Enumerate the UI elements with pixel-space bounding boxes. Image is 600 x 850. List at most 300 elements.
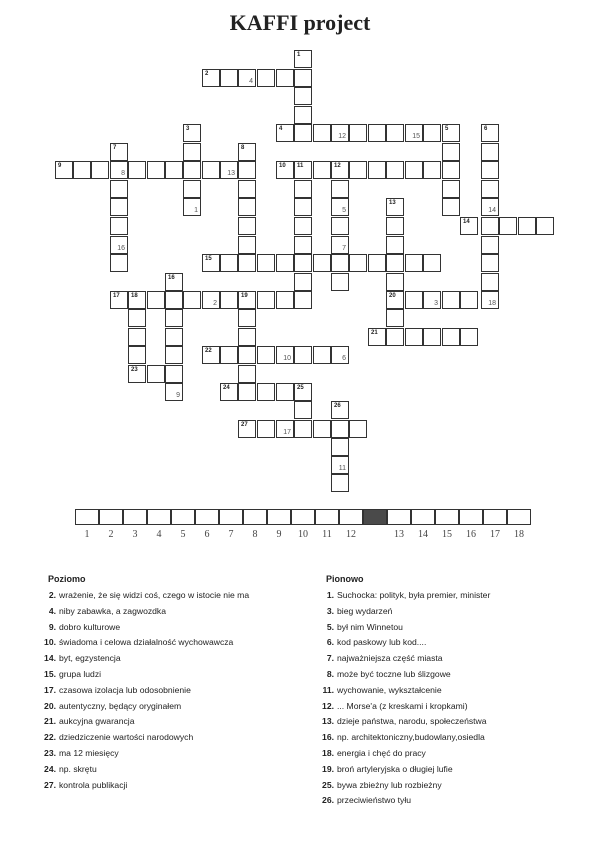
clue-item [308,780,578,796]
clue-text: ma 12 miesięcy [59,747,119,758]
crossword-cell[interactable] [481,124,499,142]
crossword-cell[interactable] [423,254,441,272]
clue-item [308,606,578,622]
clue-number-label: 10. [44,637,56,648]
clue-item [308,653,578,669]
crossword-cell[interactable] [183,180,201,198]
crossword-cell[interactable] [313,161,331,179]
solution-cell[interactable] [291,509,315,525]
crossword-cell[interactable] [128,328,146,346]
clue-number-label: 9. [48,621,56,632]
crossword-cell[interactable] [331,217,349,235]
crossword-cell[interactable] [331,273,349,291]
clue-number-label: 19. [322,763,334,774]
clue-item [30,606,300,622]
clue-item [30,780,300,796]
crossword-cell[interactable] [331,420,349,438]
clue-number-label: 20. [44,700,56,711]
crossword-cell[interactable] [405,254,423,272]
solution-label: 12 [346,529,356,540]
crossword-cell[interactable] [294,69,312,87]
clue-number-label: 13. [322,716,334,727]
crossword-cell[interactable] [481,143,499,161]
solution-index: 8 [121,170,125,177]
crossword-cell[interactable] [294,217,312,235]
crossword-cell[interactable] [294,50,312,68]
solution-cell[interactable] [219,509,243,525]
crossword-cell[interactable] [368,124,386,142]
clue-text: dziedziczenie wartości narodowych [59,732,194,743]
crossword-cell[interactable] [423,161,441,179]
solution-label: 3 [132,529,138,540]
crossword-cell[interactable] [313,124,331,142]
crossword-cell[interactable] [257,254,275,272]
crossword-cell[interactable] [110,254,128,272]
clue-text: może być toczne lub ślizgowe [337,668,451,679]
clue-number-label: 5. [326,621,334,632]
crossword-cell[interactable] [257,420,275,438]
clue-number: 13 [389,200,396,206]
crossword-cell[interactable] [386,291,404,309]
solution-label: 2 [108,529,114,540]
clue-number: 10 [279,163,286,169]
solution-cell[interactable] [411,509,435,525]
solution-cell[interactable] [507,509,531,525]
solution-label: 9 [276,529,282,540]
crossword-cell[interactable] [110,217,128,235]
clue-text: np. architektoniczny,budowlany,osiedla [337,732,485,743]
solution-cell[interactable] [147,509,171,525]
clue-item [30,669,300,685]
solution-label: 10 [298,529,308,540]
clue-text: najważniejsza część miasta [337,653,443,664]
crossword-cell[interactable] [386,273,404,291]
crossword-cell[interactable] [423,124,441,142]
clue-text: bieg wydarzeń [337,605,393,616]
clue-text: świadoma i celowa działalność wychowawcza [59,637,234,648]
crossword-cell[interactable] [386,236,404,254]
crossword-cell[interactable] [331,474,349,492]
crossword-cell[interactable] [481,254,499,272]
crossword-cell[interactable] [536,217,554,235]
clue-text: czasowa izolacja lub odosobnienie [59,684,191,695]
crossword-cell[interactable] [73,161,91,179]
crossword-cell[interactable] [276,69,294,87]
crossword-cell[interactable] [386,161,404,179]
clue-number: 1 [297,52,301,58]
solution-cell[interactable] [267,509,291,525]
crossword-cell[interactable] [313,420,331,438]
crossword-cell[interactable] [460,217,478,235]
crossword-cell[interactable] [405,161,423,179]
solution-index: 6 [342,355,346,362]
solution-label: 7 [228,529,234,540]
across-clues [30,574,300,795]
clue-number-label: 11. [322,684,334,695]
crossword-cell[interactable] [220,69,238,87]
crossword-cell[interactable] [238,309,256,327]
crossword-cell[interactable] [238,236,256,254]
clue-number: 3 [186,126,190,132]
clue-number: 16 [168,275,175,281]
crossword-cell[interactable] [238,328,256,346]
clue-text: aukcyjna gwarancja [59,716,135,727]
crossword-cell[interactable] [442,328,460,346]
clue-number: 6 [484,126,488,132]
solution-cell[interactable] [459,509,483,525]
crossword-cell[interactable] [110,161,128,179]
clue-number: 15 [205,256,212,262]
clue-text: kod paskowy lub kod.... [337,637,427,648]
clue-text: kontrola publikacji [59,779,128,790]
crossword-cell[interactable] [386,328,404,346]
solution-label: 16 [466,529,476,540]
crossword-cell[interactable] [294,273,312,291]
solution-cell[interactable] [387,509,411,525]
crossword-cell[interactable] [331,456,349,474]
crossword-cell[interactable] [220,254,238,272]
clue-text: grupa ludzi [59,668,102,679]
crossword-cell[interactable] [518,217,536,235]
clue-item [308,716,578,732]
clue-number: 11 [297,163,304,169]
solution-label: 8 [252,529,258,540]
crossword-cell[interactable] [238,143,256,161]
crossword-cell[interactable] [110,198,128,216]
crossword-cell[interactable] [368,161,386,179]
clue-number-label: 16. [322,732,334,743]
clue-number-label: 27. [44,779,56,790]
crossword-cell[interactable] [110,143,128,161]
crossword-cell[interactable] [349,161,367,179]
crossword-cell[interactable] [128,365,146,383]
crossword-cell[interactable] [128,309,146,327]
crossword-cell[interactable] [294,87,312,105]
crossword-cell[interactable] [238,291,256,309]
crossword-cell[interactable] [257,383,275,401]
solution-cell[interactable] [99,509,123,525]
crossword-cell[interactable] [202,254,220,272]
crossword-cell[interactable] [386,217,404,235]
clue-number: 18 [131,293,138,299]
crossword-cell[interactable] [294,401,312,419]
solution-cell[interactable] [171,509,195,525]
crossword-cell[interactable] [55,161,73,179]
crossword-cell[interactable] [238,198,256,216]
crossword-cell[interactable] [165,291,183,309]
crossword-cell[interactable] [481,273,499,291]
clue-text: był nim Winnetou [337,621,403,632]
crossword-cell[interactable] [276,161,294,179]
solution-separator [363,509,387,525]
crossword-cell[interactable] [294,291,312,309]
crossword-cell[interactable] [386,254,404,272]
crossword-cell[interactable] [442,124,460,142]
clue-text: wychowanie, wykształcenie [337,684,442,695]
crossword-cell[interactable] [220,346,238,364]
clue-item [30,622,300,638]
crossword-cell[interactable] [481,291,499,309]
crossword-cell[interactable] [147,291,165,309]
clue-number: 21 [371,330,378,336]
crossword-cell[interactable] [165,383,183,401]
crossword-cell[interactable] [238,180,256,198]
crossword-cell[interactable] [368,328,386,346]
clue-item [308,764,578,780]
down-clues [308,574,578,811]
solution-cell[interactable] [195,509,219,525]
crossword-cell[interactable] [238,217,256,235]
solution-cell[interactable] [315,509,339,525]
crossword-cell[interactable] [405,124,423,142]
solution-label: 1 [84,529,90,540]
crossword-cell[interactable] [331,161,349,179]
crossword-cell[interactable] [423,291,441,309]
solution-cell[interactable] [123,509,147,525]
crossword-cell[interactable] [331,180,349,198]
crossword-cell[interactable] [294,106,312,124]
clue-item [30,732,300,748]
crossword-cell[interactable] [405,328,423,346]
clue-number-label: 7. [326,653,334,664]
crossword-cell[interactable] [238,383,256,401]
crossword-cell[interactable] [110,180,128,198]
crossword-cell[interactable] [220,383,238,401]
clue-item [308,795,578,811]
crossword-cell[interactable] [460,291,478,309]
crossword-cell[interactable] [294,198,312,216]
solution-cell[interactable] [243,509,267,525]
clue-number-label: 1. [326,590,334,600]
solution-index: 10 [283,355,291,362]
crossword-cell[interactable] [128,291,146,309]
solution-index: 9 [176,392,180,399]
crossword-cell[interactable] [349,254,367,272]
clue-item [308,732,578,748]
crossword-cell[interactable] [313,346,331,364]
crossword-cell[interactable] [238,69,256,87]
solution-label: 5 [180,529,186,540]
crossword-cell[interactable] [481,217,499,235]
crossword-cell[interactable] [165,273,183,291]
clue-number: 24 [223,385,230,391]
solution-label: 17 [490,529,500,540]
crossword-cell[interactable] [331,401,349,419]
crossword-cell[interactable] [276,254,294,272]
clue-item [30,590,300,606]
solution-label: 13 [394,529,404,540]
clue-number: 26 [334,403,341,409]
solution-cell[interactable] [75,509,99,525]
crossword-cell[interactable] [165,309,183,327]
solution-index: 17 [283,429,291,436]
crossword-cell[interactable] [386,198,404,216]
crossword-cell[interactable] [110,236,128,254]
crossword-cell[interactable] [238,365,256,383]
clue-number: 27 [241,422,248,428]
crossword-cell[interactable] [276,420,294,438]
crossword-cell[interactable] [331,438,349,456]
crossword-cell[interactable] [165,365,183,383]
solution-label: 6 [204,529,210,540]
crossword-cell[interactable] [460,328,478,346]
clue-text: byt, egzystencja [59,653,121,664]
crossword-cell[interactable] [238,254,256,272]
crossword-cell[interactable] [238,346,256,364]
solution-index: 5 [342,207,346,214]
crossword-cell[interactable] [294,180,312,198]
clue-item [30,716,300,732]
crossword-cell[interactable] [276,383,294,401]
crossword-cell[interactable] [183,161,201,179]
clue-number-label: 22. [44,732,56,743]
clue-text: wrażenie, że się widzi coś, czego w istocie nie ma [59,590,250,600]
clue-number-label: 3. [326,605,334,616]
solution-label: 18 [514,529,524,540]
solution-index: 13 [227,170,235,177]
solution-cell[interactable] [483,509,507,525]
clue-number: 7 [113,145,117,151]
crossword-cell[interactable] [257,69,275,87]
crossword-cell[interactable] [147,161,165,179]
crossword-cell[interactable] [257,291,275,309]
clue-number: 12 [334,163,341,169]
crossword-cell[interactable] [442,180,460,198]
clue-text: Suchocka: polityk, była premier, minister [337,590,491,600]
crossword-cell[interactable] [128,346,146,364]
solution-cell[interactable] [339,509,363,525]
crossword-cell[interactable] [147,365,165,383]
crossword-cell[interactable] [294,346,312,364]
clue-text: bywa zbieżny lub rozbieżny [337,779,442,790]
solution-cell[interactable] [435,509,459,525]
solution-index: 2 [213,300,217,307]
crossword-cell[interactable] [202,291,220,309]
crossword-cell[interactable] [386,309,404,327]
crossword-cell[interactable] [110,291,128,309]
crossword-cell[interactable] [220,291,238,309]
clue-number-label: 21. [44,716,56,727]
clue-text: broń artyleryjska o długiej lufie [337,763,453,774]
crossword-cell[interactable] [331,346,349,364]
crossword-cell[interactable] [349,124,367,142]
crossword-cell[interactable] [183,198,201,216]
clue-item [30,653,300,669]
crossword-cell[interactable] [442,291,460,309]
clue-number: 9 [58,163,62,169]
crossword-cell[interactable] [183,143,201,161]
crossword-cell[interactable] [313,254,331,272]
clue-number: 20 [389,293,396,299]
crossword-cell[interactable] [91,161,109,179]
solution-index: 4 [249,78,253,85]
crossword-cell[interactable] [202,161,220,179]
crossword-cell[interactable] [368,254,386,272]
clue-number-label: 25. [322,779,334,790]
crossword-cell[interactable] [331,124,349,142]
crossword-cell[interactable] [423,328,441,346]
clue-item [308,637,578,653]
crossword-cell[interactable] [238,420,256,438]
crossword-cell[interactable] [183,291,201,309]
clue-number: 23 [131,367,138,373]
crossword-cell[interactable] [331,254,349,272]
clue-number-label: 4. [48,605,56,616]
clue-item [30,685,300,701]
solution-index: 12 [338,133,346,140]
crossword-cell[interactable] [386,124,404,142]
clue-number-label: 12. [322,700,334,711]
clue-item [30,764,300,780]
clue-text: ... Morse'a (z kreskami i kropkami) [337,700,468,711]
crossword-cell[interactable] [220,161,238,179]
clue-number: 4 [279,126,283,132]
clue-number: 17 [113,293,120,299]
across-heading: Poziomo [48,574,86,584]
crossword-cell[interactable] [331,198,349,216]
solution-index: 7 [342,245,346,252]
clue-item [308,701,578,717]
crossword-cell[interactable] [257,346,275,364]
crossword-cell[interactable] [276,291,294,309]
crossword-cell[interactable] [202,69,220,87]
solution-index: 3 [434,300,438,307]
crossword-cell[interactable] [294,254,312,272]
clue-text: autentyczny, będący oryginałem [59,700,182,711]
crossword-cell[interactable] [238,161,256,179]
clue-item [30,701,300,717]
crossword-cell[interactable] [294,383,312,401]
crossword-cell[interactable] [202,346,220,364]
crossword-cell[interactable] [294,236,312,254]
crossword-cell[interactable] [481,180,499,198]
crossword-cell[interactable] [165,346,183,364]
crossword-cell[interactable] [499,217,517,235]
crossword-cell[interactable] [331,236,349,254]
clue-number: 2 [205,71,209,77]
crossword-cell[interactable] [128,161,146,179]
crossword-cell[interactable] [294,124,312,142]
crossword-cell[interactable] [294,161,312,179]
crossword-cell[interactable] [405,291,423,309]
clue-item [30,748,300,764]
clue-number-label: 14. [44,653,56,664]
crossword-cell[interactable] [349,420,367,438]
crossword-cell[interactable] [442,143,460,161]
crossword-cell[interactable] [481,236,499,254]
crossword-cell[interactable] [276,346,294,364]
clue-item [308,748,578,764]
crossword-cell[interactable] [442,161,460,179]
clue-number-label: 8. [326,668,334,679]
clue-number: 25 [297,385,304,391]
solution-index: 16 [117,245,125,252]
solution-index: 18 [488,300,496,307]
crossword-cell[interactable] [183,124,201,142]
crossword-cell[interactable] [481,161,499,179]
crossword-cell[interactable] [165,328,183,346]
crossword-cell[interactable] [442,198,460,216]
clue-number: 19 [241,293,248,299]
clue-number-label: 26. [322,795,334,806]
crossword-cell[interactable] [294,420,312,438]
crossword-cell[interactable] [481,198,499,216]
solution-label: 11 [322,529,332,540]
solution-label: 14 [418,529,428,540]
clue-number: 8 [241,145,245,151]
crossword-cell[interactable] [276,124,294,142]
crossword-cell[interactable] [165,161,183,179]
